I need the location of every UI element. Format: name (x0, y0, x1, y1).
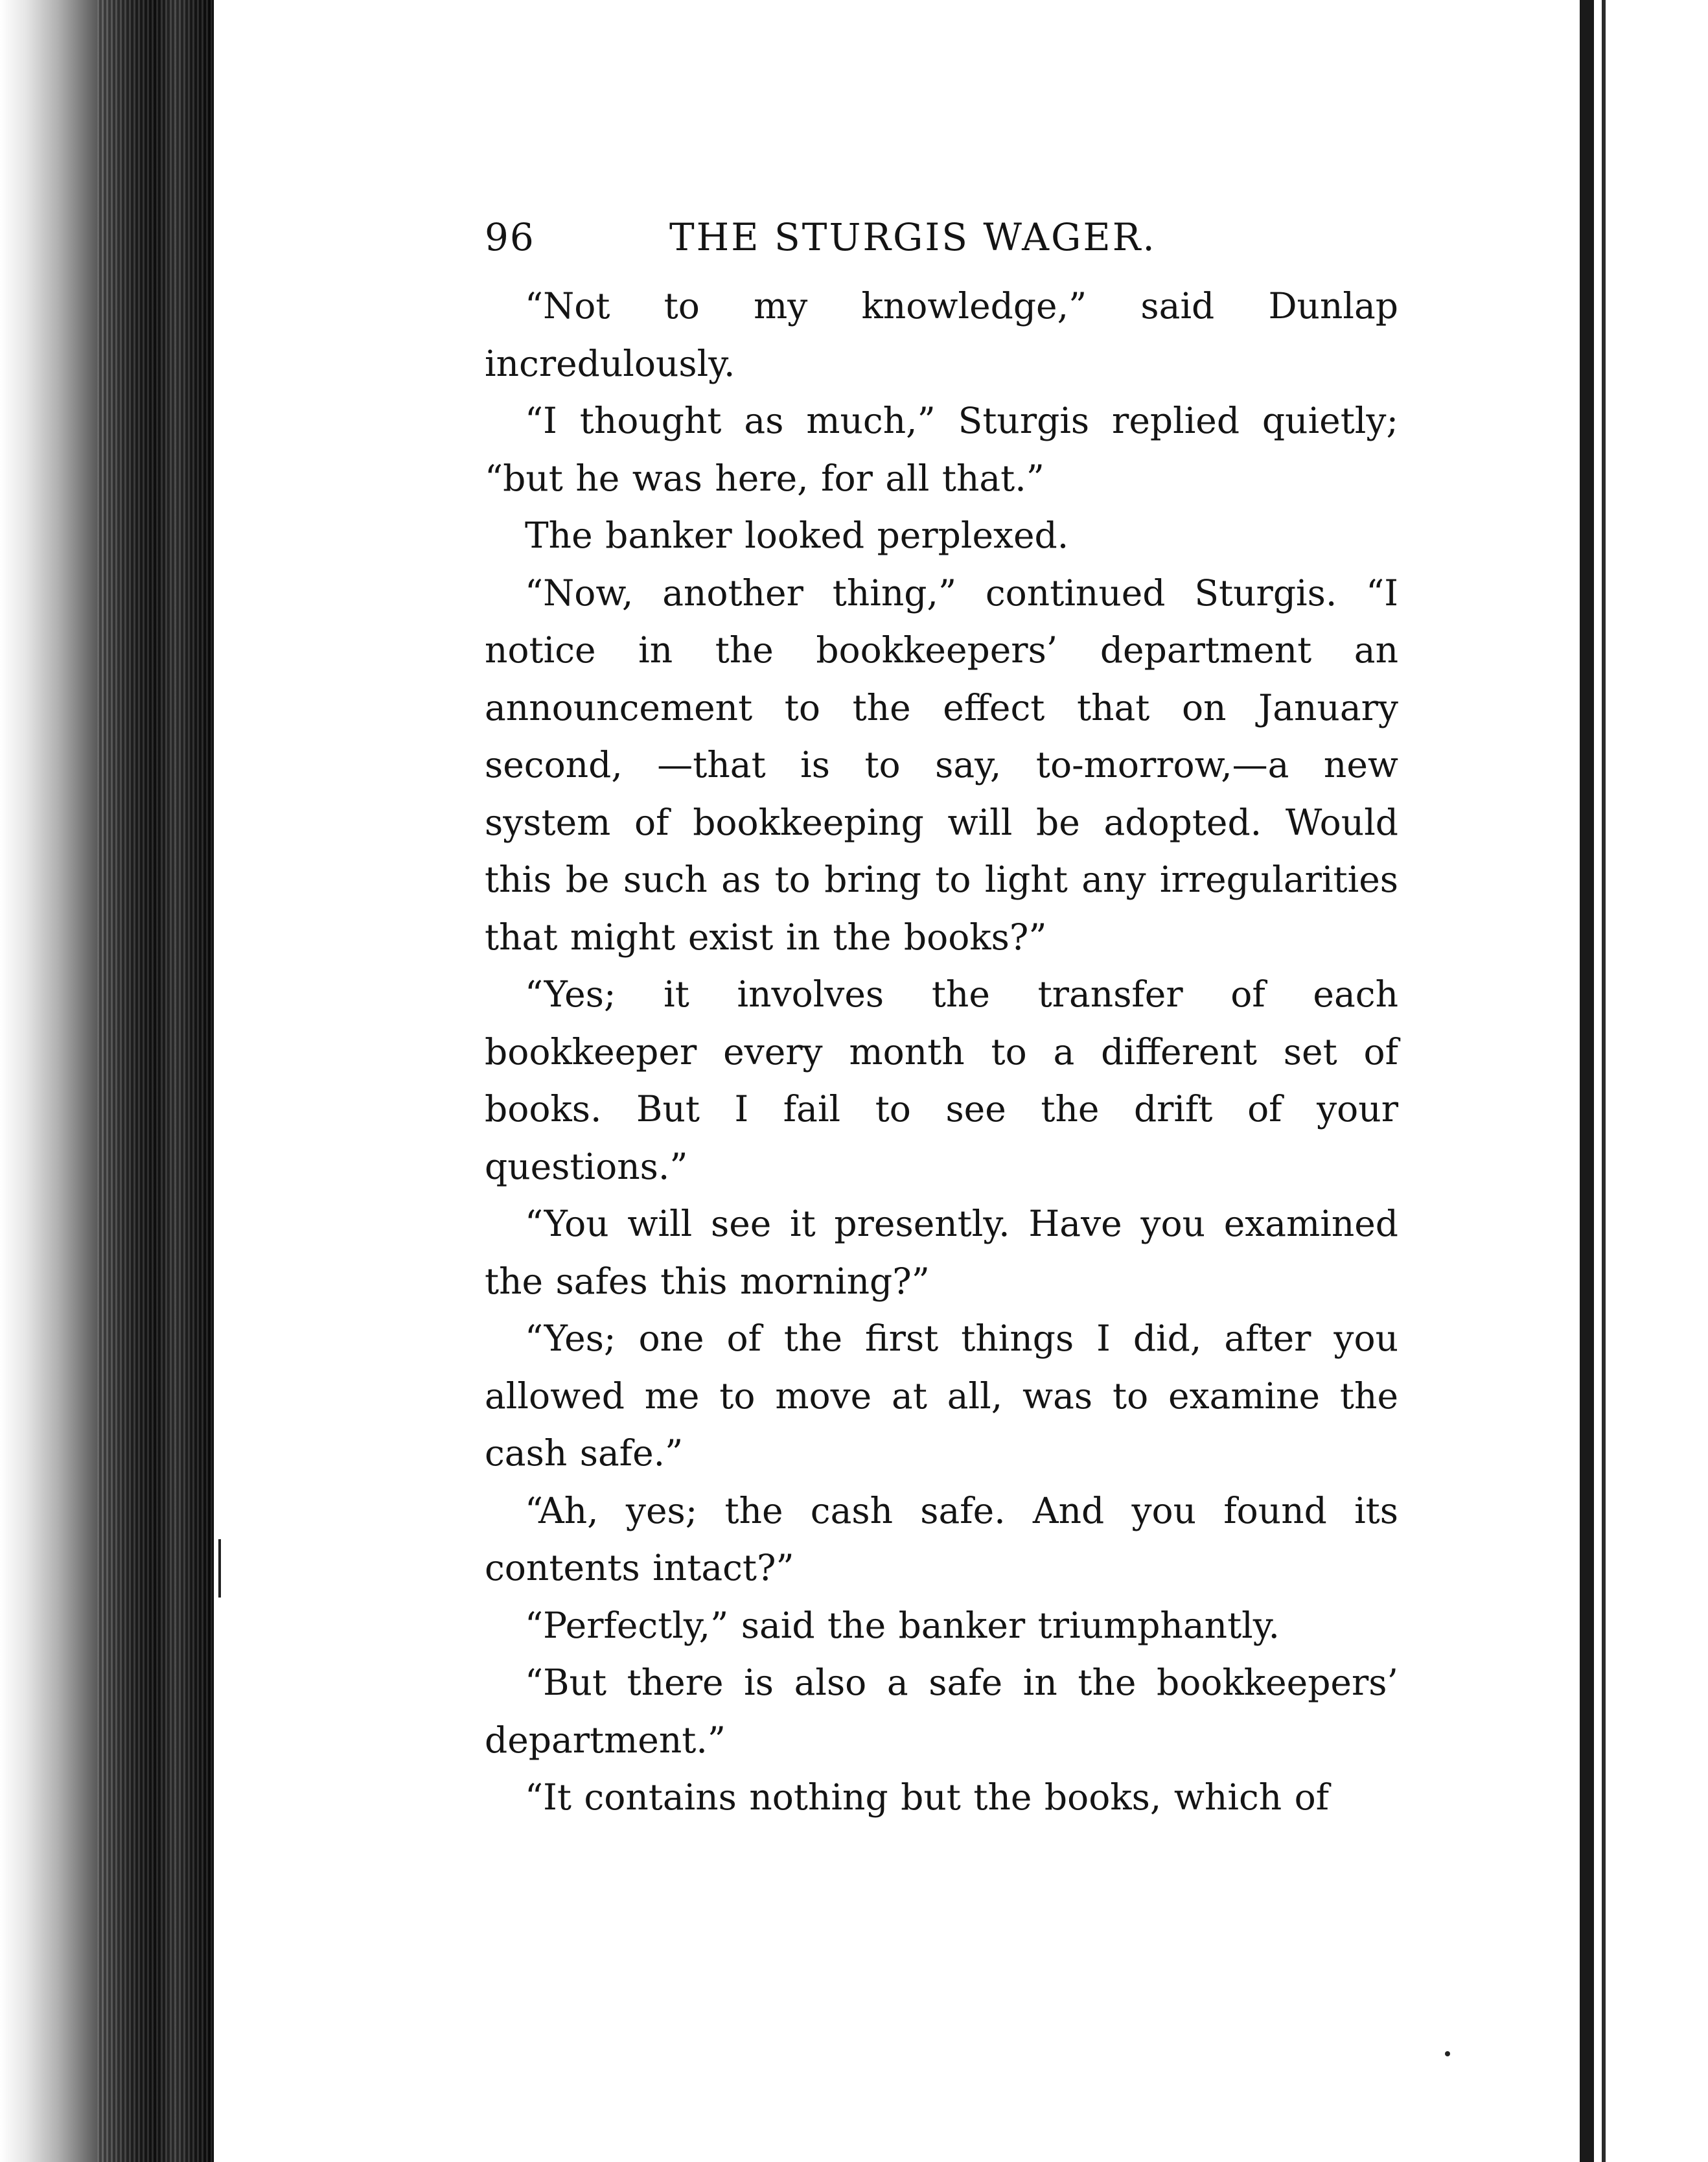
paragraph: “Now, another thing,” continued Sturgis. “I notice in the bookkeepers’ department an announcement to the effect that on January second, —that is to say, to-morrow,—a new system of bookkeeping will be adopted. Would this be such as to bring to light any irregularities that might exist in the books?” (485, 572, 1398, 958)
right-page-border (1580, 0, 1594, 2162)
right-page-edge-line (1602, 0, 1606, 2162)
page-text-block (485, 206, 1398, 1826)
paragraph: “But there is also a safe in the bookkeepers’ department.” (485, 1662, 1398, 1761)
paragraph: “Ah, yes; the cash safe. And you found its contents intact?” (485, 1489, 1398, 1588)
right-page-margin (1594, 0, 1708, 2162)
margin-mark (218, 1539, 221, 1598)
ink-speck (1445, 2051, 1450, 2056)
paragraph: “Perfectly,” said the banker triumphantly. (525, 1604, 1280, 1646)
running-title: THE STURGIS WAGER. (669, 215, 1157, 259)
paragraph: “It contains nothing but the books, which of (525, 1776, 1330, 1818)
paragraph: “Yes; it involves the transfer of each bookkeeper every month to a different set of books. But I fail to see the drift of your questions.” (485, 973, 1398, 1187)
paragraph: “I thought as much,” Sturgis replied quietly; “but he was here, for all that.” (485, 400, 1398, 499)
page-header (485, 206, 1398, 277)
paragraph: “Not to my knowledge,” said Dunlap incredulously. (485, 285, 1398, 384)
book-spine-edge (0, 0, 214, 2162)
paragraph: “You will see it presently. Have you examined the safes this morning?” (485, 1203, 1398, 1302)
paragraph: “Yes; one of the first things I did, after you allowed me to move at all, was to examine the cash safe.” (485, 1318, 1398, 1474)
page-number: 96 (485, 215, 535, 259)
paragraph: The banker looked perplexed. (525, 515, 1069, 556)
